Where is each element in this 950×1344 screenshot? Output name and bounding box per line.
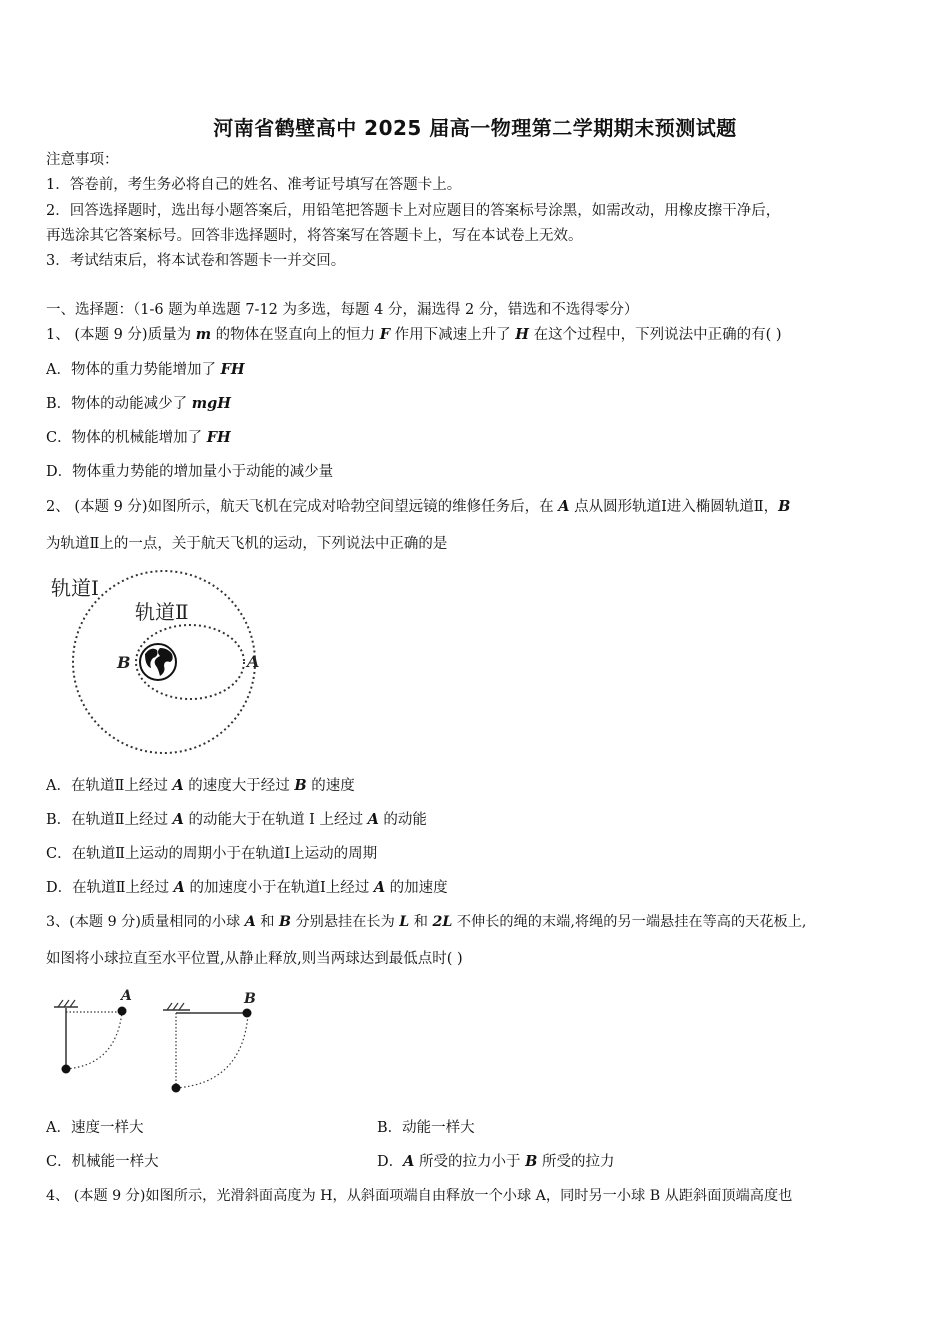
notice-item-2-cont: 再选涂其它答案标号。回答非选择题时，将答案写在答题卡上，写在本试卷上无效。 (46, 228, 583, 244)
q4-stem: 4、 (本题 9 分)如图所示，光滑斜面高度为 H，从斜面项端自由释放一个小球 A，同时另一小球 B 从距斜面顶端高度也 (46, 1188, 793, 1204)
q3-option-a: A．速度一样大 (46, 1120, 144, 1136)
notice-item-3: 3．考试结束后，将本试卷和答题卡一并交回。 (46, 253, 346, 269)
option-text: 的速度 (306, 778, 355, 794)
q1-stem (46, 325, 782, 345)
q1-stem-part: 作用下减速上升了 (390, 327, 516, 343)
q3-stem-line1 (46, 912, 806, 932)
option-text: C．在轨道Ⅱ上运动的周期小于在轨道Ⅰ上运动的周期 (46, 846, 378, 862)
point-a-label: A (247, 652, 260, 671)
page-title: 河南省鹤壁高中 2025 届高一物理第二学期期末预测试题 (213, 116, 737, 140)
option-text: D． (377, 1154, 404, 1170)
q3-option-d (377, 1152, 615, 1172)
pendulum-diagram (48, 985, 278, 1095)
option-text: 的动能大于在轨道 I 上经过 (183, 812, 368, 828)
q3-var-a: A (244, 914, 256, 930)
pendulum-a (54, 988, 132, 1074)
orbit-diagram (44, 570, 274, 755)
q1-var-f: F (379, 326, 391, 343)
label-a: A (121, 988, 132, 1004)
q3-var-b: B (278, 914, 291, 930)
q3-stem-part: 和 (409, 914, 433, 930)
q3-var-l: L (399, 914, 410, 930)
q1-option-c (46, 428, 231, 448)
q2-var-b: B (778, 498, 791, 515)
option-text: 的动能 (378, 812, 427, 828)
q1-var-h: H (515, 326, 529, 343)
notice-item-2: 2．回答选择题时，选出每小题答案后，用铅笔把答题卡上对应题目的答案标号涂黑，如需改动，用橡皮擦干净后， (46, 203, 781, 219)
notice-heading: 注意事项： (46, 152, 119, 168)
option-var: A (367, 811, 379, 828)
option-var: A (172, 777, 184, 794)
label-b: B (244, 991, 256, 1007)
option-text: D．物体重力势能的增加量小于动能的减少量 (46, 464, 334, 480)
q2-option-d (46, 878, 448, 898)
option-text: 的加速度 (385, 880, 448, 896)
q1-stem-part: 的物体在竖直向上的恒力 (211, 327, 380, 343)
option-text: B．物体的动能减少了 (46, 396, 192, 412)
option-var: A (173, 879, 185, 896)
point-b-label: B (117, 653, 131, 672)
notice-item-1: 1．答卷前，考生务必将自己的姓名、准考证号填写在答题卡上。 (46, 177, 462, 193)
q3-option-c: C．机械能一样大 (46, 1154, 159, 1170)
q2-option-a (46, 776, 355, 796)
option-text: D．在轨道Ⅱ上经过 (46, 880, 174, 896)
q1-option-b (46, 394, 231, 414)
option-text: C．物体的机械能增加了 (46, 430, 207, 446)
option-text: 的加速度小于在轨道Ⅰ上经过 (184, 880, 374, 896)
option-text: 所受的拉力 (537, 1154, 615, 1170)
q2-option-b (46, 810, 427, 830)
option-var: FH (220, 361, 245, 378)
q3-stem-part: 和 (255, 914, 279, 930)
orbit-2-label: 轨道Ⅱ (135, 600, 189, 624)
q3-option-b: B．动能一样大 (377, 1120, 475, 1136)
q3-stem-part: 不伸长的绳的末端,将绳的另一端悬挂在等高的天花板上, (452, 914, 807, 930)
option-text: 的速度大于经过 (183, 778, 295, 794)
q3-stem-line2: 如图将小球拉直至水平位置,从静止释放,则当两球达到最低点时( ) (46, 951, 463, 967)
q2-var-a: A (558, 498, 570, 515)
option-text: A．在轨道Ⅱ上经过 (46, 778, 173, 794)
section-heading: 一、选择题：（1-6 题为单选题 7-12 为多选，每题 4 分，漏选得 2 分，错选和不选得零分） (46, 302, 639, 318)
q3-var-2l: 2L (432, 914, 453, 930)
option-text: 所受的拉力小于 (414, 1154, 526, 1170)
option-var: A (403, 1153, 415, 1170)
q3-stem-part: 分别悬挂在长为 (290, 914, 400, 930)
option-text: A．物体的重力势能增加了 (46, 362, 221, 378)
option-var: A (172, 811, 184, 828)
q2-stem-line2: 为轨道Ⅱ上的一点，关于航天飞机的运动，下列说法中正确的是 (46, 536, 448, 552)
pendulum-b (163, 991, 256, 1093)
option-var: B (525, 1153, 538, 1170)
q1-var-m: m (195, 326, 212, 343)
q3-stem-part: 3、(本题 9 分)质量相同的小球 (46, 914, 245, 930)
orbit-1-label: 轨道Ⅰ (51, 576, 99, 600)
option-var: FH (206, 429, 231, 446)
option-var: A (373, 879, 386, 896)
option-var: B (294, 777, 307, 794)
q2-stem-part: 点从圆形轨道Ⅰ进入椭圆轨道Ⅱ， (569, 499, 779, 515)
q1-option-d (46, 462, 333, 482)
option-text: B．在轨道Ⅱ上经过 (46, 812, 173, 828)
q1-stem-part: 在这个过程中，下列说法中正确的有( ) (528, 327, 782, 343)
q1-option-a (46, 360, 245, 380)
q2-option-c (46, 844, 377, 864)
option-var: mgH (191, 395, 231, 412)
q1-stem-part: 1、 (本题 9 分)质量为 (46, 327, 196, 343)
q2-stem-part: 2、 (本题 9 分)如图所示，航天飞机在完成对哈勃空间望远镜的维修任务后，在 (46, 499, 559, 515)
q2-stem-line1 (46, 497, 790, 517)
globe-icon (140, 644, 176, 680)
